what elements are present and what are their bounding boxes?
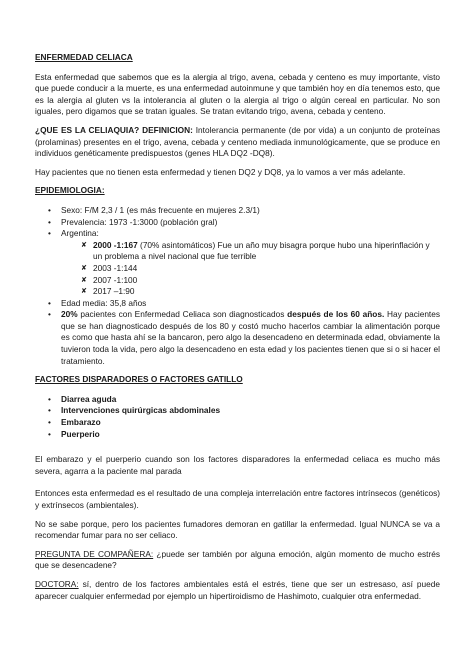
question-text: ¿puede ser también por alguna emoción, algún momento de mucho estrés que se desencadene?: [35, 548, 440, 571]
argentina-label: Argentina:: [61, 228, 99, 239]
sublist-item-2000: [35, 240, 440, 263]
answer-label: DOCTORA:: [35, 578, 79, 589]
epidemiology-heading: EPIDEMIOLOGIA:: [35, 185, 105, 196]
definition-paragraph: [35, 125, 440, 160]
list-item-age: • Edad media: 35,8 años: [35, 298, 440, 310]
sublist-item-2007: ✘ 2007 -1:100: [35, 275, 440, 287]
epidemiology-list: [35, 205, 440, 240]
list-item-prevalence: • Prevalencia: 1973 -1:3000 (población gral): [35, 217, 440, 229]
late-text-1: pacientes con Enfermedad Celiaca son diagnosticados: [77, 309, 288, 320]
argentina-sublist: [35, 240, 440, 298]
trigger-item: [35, 405, 440, 417]
definition-text: Intolerancia permanente (de por vida) a un conjunto de proteínas (prolaminas) presentes en el trigo, avena, cebada y centeno mediada inmunológicamente, que se produce en individuos genéticamente predispuestos (genes HLA DQ2 -DQ8).: [35, 124, 440, 159]
late-bold-age: después de los 60 años.: [287, 309, 385, 320]
triggers-list: [35, 394, 440, 440]
document-title: ENFERMEDAD CELIACA: [35, 52, 133, 62]
trigger-item: [35, 394, 440, 406]
list-item-argentina: [35, 228, 440, 240]
trigger-item: [35, 417, 440, 429]
triggers-heading: FACTORES DISPARADORES O FACTORES GATILLO: [35, 374, 243, 385]
answer-text: sí, dentro de los factores ambientales está el estrés, tiene que ser un estresaso, así puede aparecer cualquier enfermedad por ejemplo un hipertiroidismo de Hashimoto, cualquier otra enfermedad.: [35, 578, 440, 601]
trigger-label: Intervenciones quirúrgicas abdominales: [61, 405, 221, 416]
trigger-label: Diarrea aguda: [61, 393, 117, 404]
intro-paragraph: Esta enfermedad que sabemos que es la alergia al trigo, avena, cebada y centeno es muy importante, visto que puede conducir a la muerte, es una enfermedad autoinmune y que también hoy en día tenemos esto, que es la alergia al gluten vs la intolerancia al gluten o la alergia al trigo o algún cereal en particular. No son iguales, pero digamos que se tratan iguales. Se tratan evitando trigo, avena, cebada y centeno.: [35, 71, 440, 117]
answer-paragraph: [35, 579, 440, 602]
arg-2000-text: (70% asintomáticos) Fue un año muy bisagra porque hubo una hiperinflación y un problema a nivel nacional que fue terrible: [93, 239, 430, 262]
definition-label: ¿QUE ES LA CELIAQUIA? DEFINICION:: [35, 124, 193, 135]
sublist-item-2017: ✘ 2017 –1:90: [35, 286, 440, 298]
carriers-paragraph: Hay pacientes que no tienen esta enfermedad y tienen DQ2 y DQ8, ya lo vamos a ver más adelante.: [35, 166, 406, 177]
list-item-late-diagnosis: [35, 309, 440, 367]
sublist-item-2003: ✘ 2003 -1:144: [35, 263, 440, 275]
interrelation-paragraph: Entonces esta enfermedad es el resultado de una compleja interrelación entre factores intrínsecos (genéticos) y extrínsecos (ambientales).: [35, 488, 440, 510]
epidemiology-list-continued: [35, 298, 440, 368]
trigger-item: [35, 429, 440, 441]
arg-2000-bold: 2000 -1:167: [93, 239, 138, 250]
smoking-paragraph: No se sabe porque, pero los pacientes fumadores demoran en gatillar la enfermedad. Igual NUNCA se va a recomendar fumar para no ser celiaco.: [35, 518, 440, 541]
trigger-label: Embarazo: [61, 417, 101, 428]
pregnancy-paragraph: El embarazo y el puerperio cuando son los factores disparadores la enfermedad celiaca es mucho más severa, agarra a la paciente mal parada: [35, 454, 440, 476]
question-paragraph: [35, 549, 440, 572]
late-text-2: Hay pacientes que se han diagnosticado después de los 80 y costó mucho hacerlos cambiar la alimentación porque es como que hasta ahí se la bancaron, pero algo la desencadeno en determinada edad, obviamente la tuvieron toda la vida, pero algo la desencadeno en esta edad y los pacientes tienen que si o si hacer el tratamiento.: [61, 309, 440, 366]
trigger-label: Puerperio: [61, 428, 100, 439]
late-bold-percent: 20%: [61, 309, 78, 320]
list-item-sex: • Sexo: F/M 2,3 / 1 (es más frecuente en mujeres 2.3/1): [35, 205, 440, 217]
question-label: PREGUNTA DE COMPAÑERA:: [35, 548, 154, 559]
